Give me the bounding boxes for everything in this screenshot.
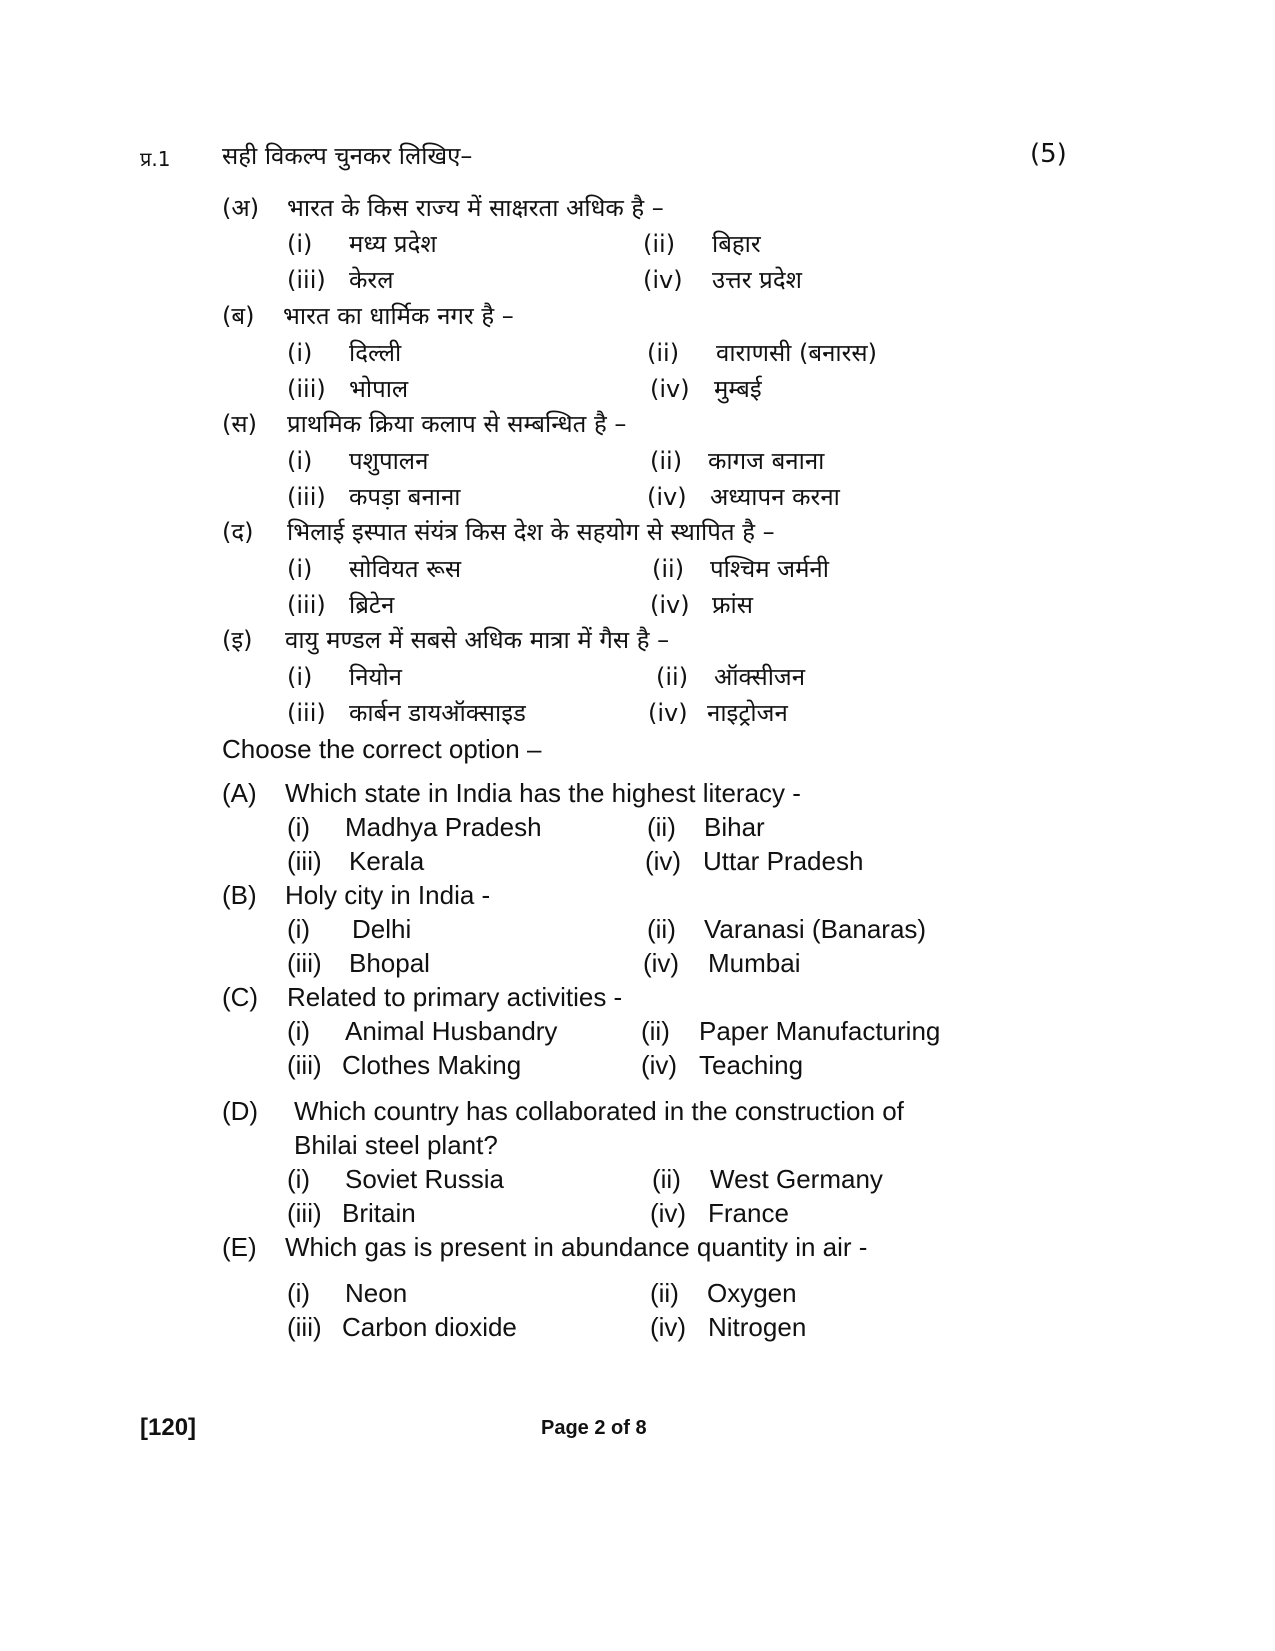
hindi-q5-opt4-text: नाइट्रोजन — [707, 699, 788, 727]
hindi-q5-opt1-text: नियोन — [349, 663, 402, 691]
hindi-q5-opt1-num: (i) — [287, 663, 313, 691]
hindi-q3-label: (स) — [222, 410, 257, 438]
hindi-q4-label: (द) — [222, 518, 254, 546]
hindi-q3-opt2-num: (ii) — [650, 447, 683, 475]
paper-code: [120] — [140, 1414, 197, 1441]
english-q1-opt4-num: (iv) — [645, 846, 682, 876]
english-q5-opt3-num: (iii) — [287, 1312, 322, 1342]
english-q2-opt3-text: Bhopal — [349, 948, 430, 978]
hindi-q4-opt3-text: ब्रिटेन — [349, 591, 395, 619]
english-q5-opt1-text: Neon — [345, 1278, 408, 1308]
english-q2-label: (B) — [222, 880, 257, 910]
english-q1-opt2-num: (ii) — [647, 812, 676, 842]
question-number: प्र.1 — [140, 147, 171, 171]
hindi-q5-text: वायु मण्डल में सबसे अधिक मात्रा में गैस है – — [285, 626, 670, 654]
question-instruction: सही विकल्प चुनकर लिखिए– — [222, 142, 473, 170]
english-q1-opt4-text: Uttar Pradesh — [703, 846, 864, 876]
english-q2-opt3-num: (iii) — [287, 948, 322, 978]
english-q3-text: Related to primary activities - — [287, 982, 623, 1012]
hindi-q2-label: (ब) — [222, 302, 255, 330]
english-q1-opt3-text: Kerala — [349, 846, 425, 876]
hindi-q2-opt3-text: भोपाल — [349, 375, 409, 403]
english-q2-opt1-num: (i) — [287, 914, 311, 944]
hindi-q1-opt4-num: (iv) — [643, 266, 683, 294]
hindi-q1-opt4-text: उत्तर प्रदेश — [712, 266, 802, 294]
hindi-q5-opt4-num: (iv) — [648, 699, 688, 727]
hindi-q4-opt1-text: सोवियत रूस — [349, 555, 462, 583]
english-q2-opt4-text: Mumbai — [708, 948, 801, 978]
english-q3-opt4-num: (iv) — [641, 1050, 678, 1080]
english-q4-opt3-text: Britain — [342, 1198, 416, 1228]
english-q4-opt1-text: Soviet Russia — [345, 1164, 504, 1194]
hindi-q5-opt2-num: (ii) — [656, 663, 689, 691]
english-instruction: Choose the correct option – — [222, 734, 542, 764]
english-q4-text-line2: Bhilai steel plant? — [294, 1130, 498, 1160]
hindi-q3-opt1-text: पशुपालन — [349, 447, 429, 475]
english-q1-opt3-num: (iii) — [287, 846, 322, 876]
hindi-q4-opt2-num: (ii) — [652, 555, 685, 583]
english-q5-opt3-text: Carbon dioxide — [342, 1312, 517, 1342]
english-q4-opt1-num: (i) — [287, 1164, 311, 1194]
english-q2-opt2-num: (ii) — [647, 914, 676, 944]
hindi-q2-opt2-text: वाराणसी (बनारस) — [716, 339, 878, 367]
english-q3-opt1-num: (i) — [287, 1016, 311, 1046]
hindi-q2-opt4-num: (iv) — [650, 375, 690, 403]
english-q4-opt3-num: (iii) — [287, 1198, 322, 1228]
english-q4-opt4-text: France — [708, 1198, 789, 1228]
hindi-q4-opt4-text: फ्रांस — [712, 591, 753, 619]
english-q1-text: Which state in India has the highest literacy - — [285, 778, 801, 808]
hindi-q3-opt4-num: (iv) — [647, 483, 687, 511]
hindi-q1-opt1-text: मध्य प्रदेश — [349, 230, 437, 258]
english-q4-opt2-num: (ii) — [652, 1164, 681, 1194]
english-q3-opt3-text: Clothes Making — [342, 1050, 522, 1080]
english-q3-opt4-text: Teaching — [699, 1050, 804, 1080]
hindi-q4-text: भिलाई इस्पात संयंत्र किस देश के सहयोग से स्थापित है – — [287, 518, 775, 546]
hindi-q3-opt1-num: (i) — [287, 447, 313, 475]
hindi-q1-opt3-num: (iii) — [287, 266, 326, 294]
hindi-q2-opt1-text: दिल्ली — [349, 339, 402, 367]
hindi-q4-opt2-text: पश्चिम जर्मनी — [710, 555, 829, 583]
hindi-q4-opt3-num: (iii) — [287, 591, 326, 619]
english-q5-opt4-num: (iv) — [650, 1312, 687, 1342]
hindi-q2-opt4-text: मुम्बई — [714, 375, 762, 403]
hindi-q3-opt3-num: (iii) — [287, 483, 326, 511]
marks: (5) — [1030, 139, 1067, 169]
english-q3-label: (C) — [222, 982, 259, 1012]
english-q1-opt1-num: (i) — [287, 812, 311, 842]
english-q4-label: (D) — [222, 1096, 259, 1126]
english-q1-label: (A) — [222, 778, 257, 808]
hindi-q2-text: भारत का धार्मिक नगर है – — [283, 302, 514, 330]
hindi-q2-opt3-num: (iii) — [287, 375, 326, 403]
hindi-q1-opt2-num: (ii) — [643, 230, 676, 258]
english-q5-opt2-text: Oxygen — [707, 1278, 797, 1308]
hindi-q3-opt3-text: कपड़ा बनाना — [349, 483, 461, 511]
hindi-q4-opt1-num: (i) — [287, 555, 313, 583]
hindi-q2-opt2-num: (ii) — [647, 339, 680, 367]
english-q2-opt4-num: (iv) — [643, 948, 680, 978]
english-q5-label: (E) — [222, 1232, 257, 1262]
english-q1-opt2-text: Bihar — [704, 812, 765, 842]
hindi-q5-opt3-text: कार्बन डायऑक्साइड — [349, 699, 526, 727]
english-q3-opt3-num: (iii) — [287, 1050, 322, 1080]
hindi-q1-text: भारत के किस राज्य में साक्षरता अधिक है – — [287, 194, 664, 222]
english-q4-opt2-text: West Germany — [710, 1164, 883, 1194]
english-q4-opt4-num: (iv) — [650, 1198, 687, 1228]
hindi-q1-opt3-text: केरल — [349, 266, 394, 294]
hindi-q3-text: प्राथमिक क्रिया कलाप से सम्बन्धित है – — [287, 410, 627, 438]
english-q5-opt1-num: (i) — [287, 1278, 311, 1308]
hindi-q4-opt4-num: (iv) — [650, 591, 690, 619]
english-q4-text: Which country has collaborated in the construction of — [294, 1096, 904, 1126]
page-number: Page 2 of 8 — [541, 1417, 647, 1439]
english-q5-opt2-num: (ii) — [650, 1278, 679, 1308]
english-q5-text: Which gas is present in abundance quantity in air - — [285, 1232, 868, 1262]
english-q2-opt2-text: Varanasi (Banaras) — [704, 914, 927, 944]
hindi-q3-opt2-text: कागज बनाना — [708, 447, 825, 475]
english-q3-opt1-text: Animal Husbandry — [345, 1016, 558, 1046]
hindi-q1-opt1-num: (i) — [287, 230, 313, 258]
english-q2-opt1-text: Delhi — [352, 914, 412, 944]
hindi-q5-opt3-num: (iii) — [287, 699, 326, 727]
english-q1-opt1-text: Madhya Pradesh — [345, 812, 542, 842]
english-q2-text: Holy city in India - — [285, 880, 491, 910]
hindi-q2-opt1-num: (i) — [287, 339, 313, 367]
hindi-q1-label: (अ) — [222, 194, 260, 222]
english-q5-opt4-text: Nitrogen — [708, 1312, 807, 1342]
english-q3-opt2-num: (ii) — [641, 1016, 670, 1046]
hindi-q1-opt2-text: बिहार — [712, 230, 761, 258]
english-q3-opt2-text: Paper Manufacturing — [699, 1016, 941, 1046]
hindi-q5-label: (इ) — [222, 626, 253, 654]
hindi-q5-opt2-text: ऑक्सीजन — [714, 663, 806, 691]
hindi-q3-opt4-text: अध्यापन करना — [710, 483, 840, 511]
